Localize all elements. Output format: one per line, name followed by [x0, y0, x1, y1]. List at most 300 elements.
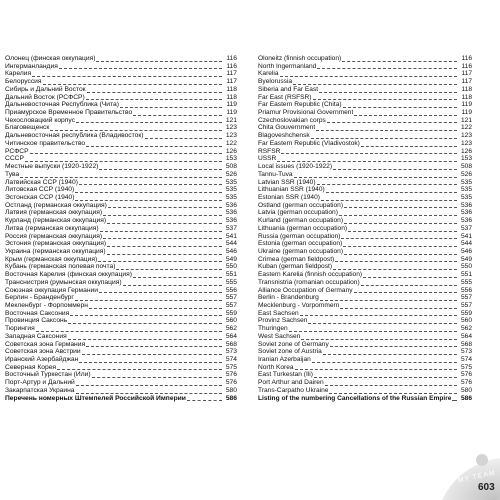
index-entry-label: Byelorussia [258, 78, 293, 86]
index-entry-label: Остланд (германская оккупация) [5, 201, 107, 209]
index-entry-label: Crimea (german fieldpost) [258, 255, 335, 263]
index-entry-label: Eastern Karelia (finnish occupation) [258, 271, 363, 279]
en-index-row [258, 194, 472, 202]
dot-leader [86, 346, 222, 347]
index-entry-label: RSFSR [258, 147, 281, 155]
index-entry-page: 116 [226, 55, 237, 62]
ru-index-row [5, 356, 237, 364]
dot-leader [96, 61, 222, 62]
index-entry-label: Литва (германская оккупация) [5, 224, 99, 232]
index-entry-page: 535 [225, 186, 237, 194]
dot-leader [76, 393, 222, 394]
dot-leader [92, 377, 222, 378]
index-entry-label: Восточная Саксония [5, 309, 70, 317]
index-entry-label: Thuringen [258, 325, 288, 333]
ru-index-row [5, 217, 237, 225]
index-entry-page: 546 [460, 247, 472, 255]
ru-index-row [5, 117, 237, 125]
index-entry-page: 536 [460, 209, 472, 217]
index-entry-page: 573 [225, 348, 237, 356]
dot-leader [75, 300, 222, 301]
ru-index-row [5, 379, 237, 387]
en-index-row [258, 55, 472, 63]
index-entry-label: Chita Gouvernment [258, 124, 316, 132]
index-entry-label: Ингерманландия [5, 62, 58, 70]
dot-leader [76, 122, 222, 123]
index-entry-page: 544 [460, 240, 472, 248]
index-entry-page: 541 [460, 232, 472, 240]
dot-leader [308, 323, 457, 324]
en-index-row [258, 225, 472, 233]
index-entry-page: 576 [460, 371, 472, 379]
dot-leader [293, 84, 457, 85]
index-entry-page: 573 [460, 348, 472, 356]
dot-leader [452, 400, 457, 401]
index-entry-page: 564 [225, 332, 237, 340]
index-entry-page: 586 [225, 394, 237, 402]
index-entry-label: Ukraine (german occupation) [258, 247, 344, 255]
dot-leader [59, 68, 222, 69]
en-index-row [258, 217, 472, 225]
index-entry-label: Латвийская ССР (1940) [5, 178, 78, 186]
index-entry-page: 549 [460, 255, 472, 263]
ru-index-row [5, 371, 237, 379]
stamp-circle-icon [476, 454, 488, 466]
index-entry-page: 551 [225, 271, 237, 279]
index-entry-page: 544 [225, 240, 237, 248]
dot-leader [89, 308, 222, 309]
en-index-row [258, 78, 472, 86]
index-entry-label: Oloneitz (finnish occupation) [258, 55, 342, 62]
index-entry-label: Иранский Азербайджан [5, 356, 79, 364]
index-entry-page: 126 [225, 147, 237, 155]
index-entry-page: 537 [225, 224, 237, 232]
dot-leader [323, 354, 457, 355]
dot-leader [57, 369, 222, 370]
en-index-row [258, 371, 472, 379]
ru-index-row [5, 387, 237, 395]
index-entry-page: 122 [460, 124, 472, 132]
index-entry-page: 119 [461, 109, 472, 117]
dot-leader [340, 308, 457, 309]
index-entry-label: West Sachsen [258, 332, 301, 340]
dot-leader [344, 223, 457, 224]
dot-leader [25, 161, 222, 162]
dot-leader [361, 146, 457, 147]
index-entry-label: Trans-Carpatho Ukraine [258, 386, 329, 394]
index-entry-page: 559 [225, 309, 237, 317]
en-index-row [258, 179, 472, 187]
en-index-row [258, 171, 472, 179]
dot-leader [314, 377, 457, 378]
en-index-row [258, 240, 472, 248]
index-entry-label: Russia (german occupation) [258, 232, 341, 240]
index-entry-label: Восточная Карелия (финская оккупация) [5, 271, 132, 279]
ru-index-row [5, 101, 237, 109]
index-entry-page: 118 [461, 93, 472, 101]
ru-index-row [5, 310, 237, 318]
index-entry-page: 536 [460, 201, 472, 209]
index-entry-page: 508 [225, 163, 237, 171]
index-entry-page: 123 [460, 132, 472, 140]
ru-index-row [5, 263, 237, 271]
index-entry-page: 121 [460, 116, 472, 124]
ru-index-row [5, 70, 237, 78]
index-entry-page: 118 [226, 93, 237, 101]
index-entry-label: Soviet zone of Germany [258, 340, 329, 348]
en-index-row [258, 356, 472, 364]
dot-leader [36, 331, 222, 332]
index-entry-page: 123 [225, 132, 237, 140]
dot-leader [344, 207, 457, 208]
index-entry-page: 562 [460, 325, 472, 333]
ru-index-row [5, 109, 237, 117]
dot-leader [75, 200, 222, 201]
index-entry-label: Приамурское Временное Правительство [5, 109, 133, 117]
index-entry-page: 537 [460, 224, 472, 232]
index-entry-label: Berlin - Brandenburg [258, 294, 319, 302]
ru-index-row [5, 317, 237, 325]
index-entry-page: 580 [225, 386, 237, 394]
dot-leader [187, 400, 222, 401]
dot-leader [116, 269, 222, 270]
dot-leader [333, 169, 457, 170]
dot-leader [289, 331, 457, 332]
en-index-row [258, 348, 472, 356]
dot-leader [335, 261, 457, 262]
en-index-row [258, 155, 472, 163]
ru-index-row [5, 78, 237, 86]
ru-index-row [5, 302, 237, 310]
index-entry-label: Transnistria (romanian occupation) [258, 278, 360, 286]
index-entry-label: СССР [5, 155, 24, 163]
watermark-text: MY TEAM [457, 469, 497, 485]
dot-leader [341, 238, 457, 239]
index-entry-page: 117 [226, 78, 237, 86]
en-index-row [258, 101, 472, 109]
index-entry-label: Украина (германская оккупация) [5, 247, 106, 255]
dot-leader [339, 215, 457, 216]
dot-leader [107, 223, 222, 224]
index-entry-label: Эстония (германская оккупация) [5, 240, 107, 248]
dot-leader [32, 76, 222, 77]
en-index-row [258, 310, 472, 318]
index-entry-page: 557 [460, 302, 472, 309]
index-entry-label: Estonia (german occupation) [258, 240, 343, 248]
index-entry-page: 574 [460, 356, 472, 364]
index-entry-label: North Korea [258, 363, 294, 371]
dot-leader [98, 261, 222, 262]
index-entry-label: Latvia (german occupation) [258, 209, 338, 217]
en-index-row [258, 63, 472, 71]
dot-leader [43, 84, 222, 85]
dot-leader [354, 292, 457, 293]
ru-index-row [5, 86, 237, 94]
ru-index-row [5, 194, 237, 202]
ru-index-row [5, 155, 237, 163]
index-entry-page: 557 [225, 294, 237, 302]
index-entry-label: Estonian SSR (1940) [258, 193, 320, 201]
index-entry-page: 555 [225, 278, 237, 286]
index-entry-page: 546 [225, 247, 237, 255]
index-entry-page: 126 [460, 147, 472, 155]
index-entry-page: 535 [460, 178, 472, 186]
ru-index-row [5, 333, 237, 341]
index-entry-label: Белоруссия [5, 78, 42, 86]
index-entry-page: 119 [226, 109, 237, 117]
index-entry-label: Czechoslovakian corps [258, 116, 326, 124]
en-index-row [258, 70, 472, 78]
index-entry-label: Local issues (1920-1922) [258, 163, 333, 171]
index-entry-page: 556 [225, 286, 237, 294]
index-entry-page: 117 [226, 70, 237, 78]
index-entry-label: Тува [5, 170, 20, 178]
dot-leader [76, 385, 222, 386]
index-entry-page: 536 [225, 209, 237, 217]
ru-index-row [5, 364, 237, 372]
index-entry-label: Lithuania (german occupation) [258, 224, 348, 232]
index-entry-label: Provinz Sachsen [258, 317, 308, 325]
index-entry-label: USSR [258, 155, 277, 163]
en-index-row [258, 271, 472, 279]
dot-leader [330, 346, 457, 347]
index-entry-label: Alliance Occupation of Germany [258, 286, 353, 294]
index-entry-label: Kurland (german occupation) [258, 217, 344, 225]
ru-index-row [5, 202, 237, 210]
index-entry-page: 586 [460, 394, 472, 402]
dot-leader [50, 130, 222, 131]
index-entry-page: 575 [460, 363, 472, 371]
dot-leader [361, 285, 457, 286]
index-entry-page: 551 [460, 271, 472, 279]
en-index-row [258, 124, 472, 132]
en-index-row [258, 279, 472, 287]
dot-leader [86, 146, 222, 147]
dot-leader [301, 339, 457, 340]
index-entry-page: 153 [225, 155, 237, 163]
index-entry-page: 116 [461, 62, 472, 70]
dot-leader [321, 200, 457, 201]
index-entry-label: Тюрингия [5, 325, 35, 333]
index-entry-label: Karelia [258, 70, 279, 78]
index-entry-page: 117 [461, 70, 472, 78]
index-entry-page: 557 [225, 302, 237, 309]
index-entry-label: Россия (германская оккупация) [5, 232, 103, 240]
index-entry-page: 508 [460, 163, 472, 171]
dot-leader [99, 169, 222, 170]
index-entry-label: Listing of the numbering Cancellations of the Russian Empire [258, 394, 452, 402]
dot-leader [300, 315, 457, 316]
en-index-row [258, 317, 472, 325]
index-entry-page: 535 [225, 193, 237, 201]
ru-index-row [5, 233, 237, 241]
en-index-row [258, 109, 472, 117]
index-entry-label: Союзная оккупация Германии [5, 286, 98, 294]
dot-leader [133, 277, 222, 278]
dot-leader [123, 285, 222, 286]
dot-leader [325, 385, 457, 386]
dot-leader [280, 76, 457, 77]
en-index-row [258, 263, 472, 271]
dot-leader [326, 192, 457, 193]
dot-leader [133, 115, 222, 116]
ru-index-row [5, 256, 237, 264]
index-entry-page: 119 [461, 101, 472, 109]
page-number: 603 [478, 482, 495, 493]
en-index-row [258, 94, 472, 102]
index-entry-page: 580 [460, 386, 472, 394]
ru-index-row [5, 225, 237, 233]
dot-leader [86, 99, 222, 100]
index-entry-page: 119 [226, 101, 237, 109]
index-entry-page: 526 [460, 170, 472, 178]
en-index-row [258, 202, 472, 210]
ru-index-row [5, 124, 237, 132]
dot-leader [75, 192, 222, 193]
index-entry-label: East Sachsen [258, 309, 299, 317]
index-entry-label: Мекленбург - Форпоммерн [5, 302, 88, 309]
index-entry-label: Порт-Артур и Дальний [5, 379, 75, 387]
index-entry-label: Северная Корея [5, 363, 57, 371]
en-index-row [258, 132, 472, 140]
index-entry-label: Ostland (german occupation) [258, 201, 344, 209]
index-entry-label: Blagoveshchensk [258, 132, 310, 140]
ru-index-row [5, 287, 237, 295]
en-index-row [258, 294, 472, 302]
en-index-row [258, 140, 472, 148]
en-index-row [258, 148, 472, 156]
index-entry-page: 575 [225, 363, 237, 371]
index-entry-page: 559 [460, 309, 472, 317]
index-entry-page: 118 [226, 85, 237, 93]
ru-index-row [5, 271, 237, 279]
index-entry-label: Кубань (германская полевая почта) [5, 263, 116, 271]
dot-leader [312, 362, 457, 363]
index-entry-label: Lithuanian SSR (1940) [258, 186, 325, 194]
index-entry-label: Far Eastern Republic (Chita) [258, 101, 342, 109]
en-index-row [258, 86, 472, 94]
index-entry-label: Эстонская ССР (1940) [5, 193, 75, 201]
dot-leader [68, 339, 222, 340]
index-entry-page: 121 [225, 116, 237, 124]
ru-index-row [5, 248, 237, 256]
dot-leader [100, 231, 222, 232]
index-entry-label: Mecklenburg - Vorpommern [258, 302, 340, 309]
dot-leader [342, 61, 457, 62]
en-index-row [258, 233, 472, 241]
index-entry-label: Восточный Туркестан (Или) [5, 371, 91, 379]
dot-leader [30, 153, 222, 154]
dot-leader [79, 184, 222, 185]
index-entry-label: Iranian Azerbaijan [258, 356, 311, 364]
index-entry-page: 117 [461, 78, 472, 86]
en-index-row [258, 333, 472, 341]
index-entry-page: 536 [225, 201, 237, 209]
dot-leader [108, 207, 222, 208]
en-index-row [258, 163, 472, 171]
index-entry-label: РСФСР [5, 147, 29, 155]
index-entry-label: Soviet zone of Austria [258, 348, 322, 356]
index-entry-page: 535 [225, 178, 237, 186]
ru-index-row [5, 63, 237, 71]
dot-leader [103, 215, 222, 216]
ru-index-row [5, 341, 237, 349]
index-entry-page: 568 [225, 340, 237, 348]
dot-leader [327, 122, 457, 123]
en-index-row [258, 248, 472, 256]
ru-index-row [5, 240, 237, 248]
en-index-row [258, 287, 472, 295]
en-index-row [258, 341, 472, 349]
index-entry-label: Читинское правительство [5, 139, 86, 147]
ru-index-row [5, 132, 237, 140]
ru-index-row [5, 294, 237, 302]
index-entry-label: Сибирь и Дальний Восток [5, 85, 86, 93]
dot-leader [277, 161, 457, 162]
dot-leader [316, 130, 457, 131]
ru-index-row [5, 325, 237, 333]
dot-leader [107, 254, 222, 255]
index-entry-page: 564 [460, 332, 472, 340]
dot-leader [82, 354, 222, 355]
index-entry-label: Берлин - Бранденбург [5, 294, 74, 302]
index-entry-label: Карелия [5, 70, 32, 78]
russian-index-column [5, 55, 237, 402]
ru-index-row [5, 348, 237, 356]
index-entry-page: 576 [225, 379, 237, 387]
index-entry-page: 123 [225, 124, 237, 132]
dot-leader [145, 138, 222, 139]
dot-leader [79, 362, 222, 363]
dot-leader [320, 300, 457, 301]
dot-leader [333, 269, 457, 270]
index-entry-label: Советская зона Германия [5, 340, 86, 348]
dot-leader [295, 369, 457, 370]
ru-index-row [5, 94, 237, 102]
en-index-row [258, 395, 472, 403]
index-entry-label: Kuban (german fieldpost) [258, 263, 333, 271]
dot-leader [319, 92, 457, 93]
dot-leader [329, 393, 457, 394]
dot-leader [107, 246, 222, 247]
dot-leader [317, 184, 457, 185]
dot-leader [87, 92, 222, 93]
index-entry-page: 576 [225, 371, 237, 379]
dot-leader [281, 153, 457, 154]
index-entry-label: Олонец (финская оккупация) [5, 55, 96, 62]
index-entry-label: Siberia and Far East [258, 85, 319, 93]
index-entry-page: 555 [460, 278, 472, 286]
index-entry-page: 549 [225, 255, 237, 263]
dot-leader [99, 292, 222, 293]
index-entry-page: 536 [225, 217, 237, 225]
dot-leader [348, 231, 457, 232]
en-index-row [258, 379, 472, 387]
index-entry-page: 562 [225, 325, 237, 333]
index-entry-label: Латвия (германская оккупация) [5, 209, 103, 217]
index-entry-page: 536 [460, 217, 472, 225]
ru-index-row [5, 395, 237, 403]
dot-leader [343, 246, 457, 247]
index-entry-label: Дальневосточная республика (Владивосток) [5, 132, 144, 140]
index-entry-label: Литовская ССР (1940) [5, 186, 75, 194]
en-index-row [258, 364, 472, 372]
index-entry-page: 574 [225, 356, 237, 364]
index-entry-label: Курланд (германская оккупация) [5, 217, 107, 225]
index-entry-label: Port Arthur and Dairen [258, 379, 324, 387]
index-entry-page: 535 [460, 186, 472, 194]
index-entry-label: Far East (RSFSR) [258, 93, 312, 101]
